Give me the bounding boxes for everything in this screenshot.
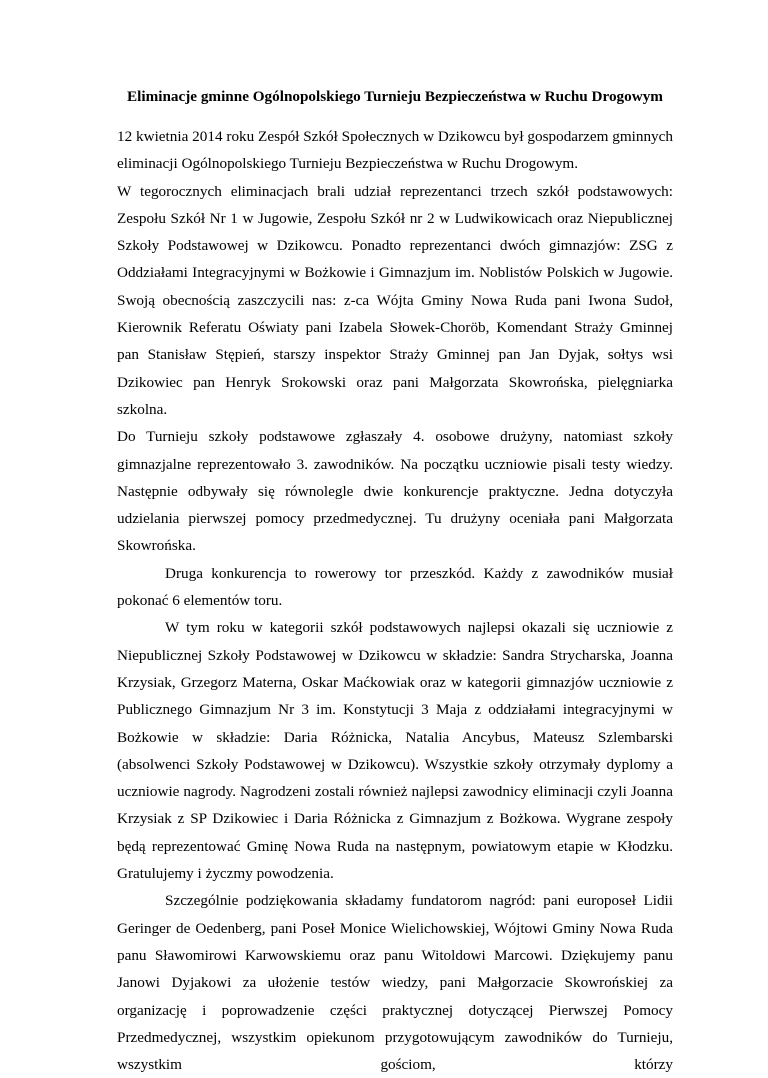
paragraph-results: W tym roku w kategorii szkół podstawowych najlepsi okazali się uczniowie z Niepublicznej Szkoły Podstawowej w Dzikowcu w składzie: Sandra Strycharska, Joanna Krzysiak, Grzegorz Materna, Oskar Maćkowiak oraz w kategorii gimnazjów uczniowie z Publicznego Gimnazjum Nr 3 im. Konstytucji 3 Maja z oddziałami integracyjnymi w Bożkowie w składzie: Daria Różnicka, Natalia Ancybus, Mateusz Szlembarski (absolwenci Szkoły Podstawowej w Dzikowcu). Wszystkie szkoły otrzymały dyplomy a uczniowie nagrody. Nagrodzeni zostali również najlepsi zawodnicy eliminacji czyli Joanna Krzysiak z SP Dzikowiec i Daria Różnicka z Gimnazjum z Bożkowa. Wygrane zespoły będą reprezentować Gminę Nowa Ruda na następnym, powiatowym etapie w Kłodzku. Gratulujemy i życzmy powodzenia.: [117, 619, 673, 883]
paragraph-competition-format: Do Turnieju szkoły podstawowe zgłaszały 4. osobowe drużyny, natomiast szkoły gimnazjalne reprezentowało 3. zawodników. Na początku uczniowie pisali testy wiedzy. Następnie odbywały się równolegle dwie konkurencje praktyczne. Jedna dotyczyła udzielania pierwszej pomocy przedmedycznej. Tu drużyny oceniała pani Małgorzata Skowrońska.: [117, 428, 673, 555]
paragraph-participants: W tegorocznych eliminacjach brali udział reprezentanci trzech szkół podstawowych: Zespołu Szkół Nr 1 w Jugowie, Zespołu Szkół nr 2 w Ludwikowicach oraz Niepublicznej Szkoły Podstawowej w Dzikowcu. Ponadto reprezentanci dwóch gimnazjów: ZSG z Oddziałami Integracyjnymi w Bożkowie i Gimnazjum im. Noblistów Polskich w Jugowie. Swoją obecnością zaszczycili nas: z-ca Wójta Gminy Nowa Ruda pani Iwona Sudoł, Kierownik Referatu Oświaty pani Izabela Słowek-Choröb, Komendant Straży Gminnej pan Stanisław Stępień, starszy inspektor Straży Gminnej pan Jan Dyjak, sołtys wsi Dzikowiec pan Henryk Srokowski oraz pani Małgorzata Skowrońska, pielęgniarka szkolna.: [117, 182, 673, 418]
paragraph-thanks: Szczególnie podziękowania składamy fundatorom nagród: pani europoseł Lidii Geringer de Oedenberg, pani Poseł Monice Wielichowskiej, Wójtowi Gminy Nowa Ruda panu Sławomirowi Karwowskiemu oraz panu Witoldowi Marcowi. Dziękujemy panu Janowi Dyjakowi za ułożenie testów wiedzy, pani Małgorzacie Skowrońskiej za organizację i poprowadzenie części praktycznej dotyczącej Pierwszej Pomocy Przedmedycznej, wszystkim opiekunom przygotowującym zawodników do Turnieju, wszystkim gościom, którzy: [117, 892, 673, 1074]
document-body: [117, 123, 673, 1078]
paragraph-bike-course: Druga konkurencja to rowerowy tor przeszkód. Każdy z zawodników musiał pokonać 6 elementów toru.: [117, 564, 673, 610]
document-title: Eliminacje gminne Ogólnopolskiego Turnieju Bezpieczeństwa w Ruchu Drogowym: [127, 88, 663, 105]
paragraph-intro: 12 kwietnia 2014 roku Zespół Szkół Społecznych w Dzikowcu był gospodarzem gminnych eliminacji Ogólnopolskiego Turnieju Bezpieczeństwa w Ruchu Drogowym.: [117, 128, 673, 173]
